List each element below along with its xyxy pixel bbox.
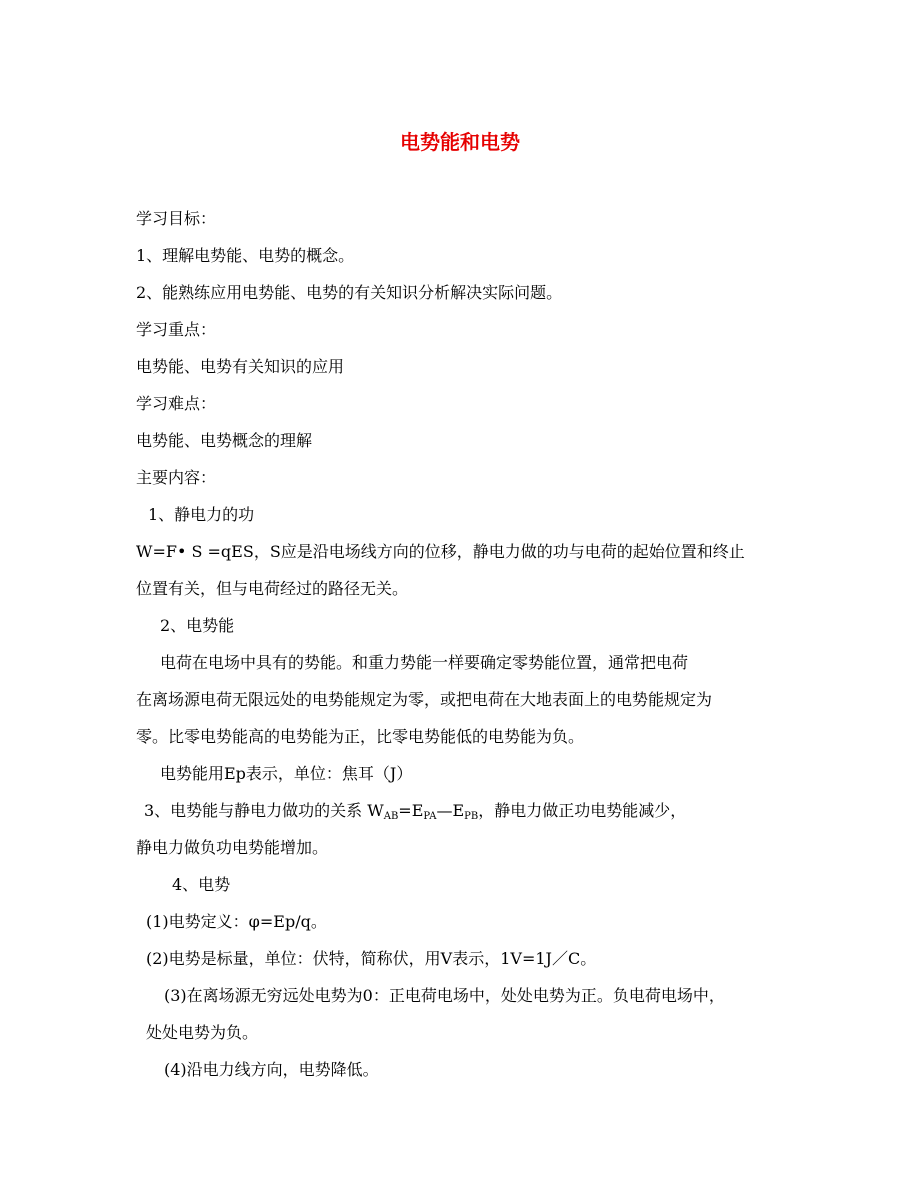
heading-work-energy-relation xyxy=(144,800,686,822)
subscript: AB xyxy=(383,811,399,822)
paragraph-line: 在离场源电荷无限远处的电势能规定为零，或把电荷在大地表面上的电势能规定为 xyxy=(136,690,713,709)
difficulty-text: 电势能、电势概念的理解 xyxy=(136,431,313,450)
paragraph-line: 位置有关，但与电荷经过的路径无关。 xyxy=(136,579,409,598)
list-item: (4)沿电力线方向，电势降低。 xyxy=(164,1060,379,1079)
text-segment: ，静电力做正功电势能减少， xyxy=(478,801,687,820)
text-segment: =E xyxy=(398,801,424,820)
section-label-difficulties: 学习难点： xyxy=(136,394,217,413)
heading-potential: 4、电势 xyxy=(172,875,231,894)
subscript: PB xyxy=(464,811,479,822)
list-item: (1)电势定义：φ=Ep/q。 xyxy=(146,912,327,931)
section-label-main-content: 主要内容： xyxy=(136,468,217,487)
section-label-key-points: 学习重点： xyxy=(136,320,217,339)
paragraph-line: 电势能用Ep表示，单位：焦耳（J） xyxy=(160,764,413,783)
heading-electrostatic-work: 1、静电力的功 xyxy=(148,505,255,524)
document-title: 电势能和电势 xyxy=(400,130,520,154)
paragraph-line: 电荷在电场中具有的势能。和重力势能一样要确定零势能位置，通常把电荷 xyxy=(160,653,689,672)
objective-2: 2、能熟练应用电势能、电势的有关知识分析解决实际问题。 xyxy=(136,283,563,302)
paragraph-line: 零。比零电势能高的电势能为正，比零电势能低的电势能为负。 xyxy=(136,727,585,746)
text-segment: —E xyxy=(436,801,465,820)
list-item: (2)电势是标量，单位：伏特，简称伏，用V表示，1V=1J／C。 xyxy=(146,949,597,968)
key-point-text: 电势能、电势有关知识的应用 xyxy=(136,357,345,376)
paragraph-line: W=F• S =qES，S应是沿电场线方向的位移，静电力做的功与电荷的起始位置和终止 xyxy=(136,542,745,561)
objective-1: 1、理解电势能、电势的概念。 xyxy=(136,246,355,265)
paragraph-line: 静电力做负功电势能增加。 xyxy=(136,838,329,857)
list-item: (3)在离场源无穷远处电势为0：正电荷电场中，处处电势为正。负电荷电场中， xyxy=(164,986,725,1005)
heading-potential-energy: 2、电势能 xyxy=(160,616,235,635)
text-segment: 3、电势能与静电力做功的关系 W xyxy=(144,801,384,820)
section-label-objectives: 学习目标： xyxy=(136,209,217,228)
paragraph-line: 处处电势为负。 xyxy=(146,1023,259,1042)
subscript: PA xyxy=(423,811,437,822)
